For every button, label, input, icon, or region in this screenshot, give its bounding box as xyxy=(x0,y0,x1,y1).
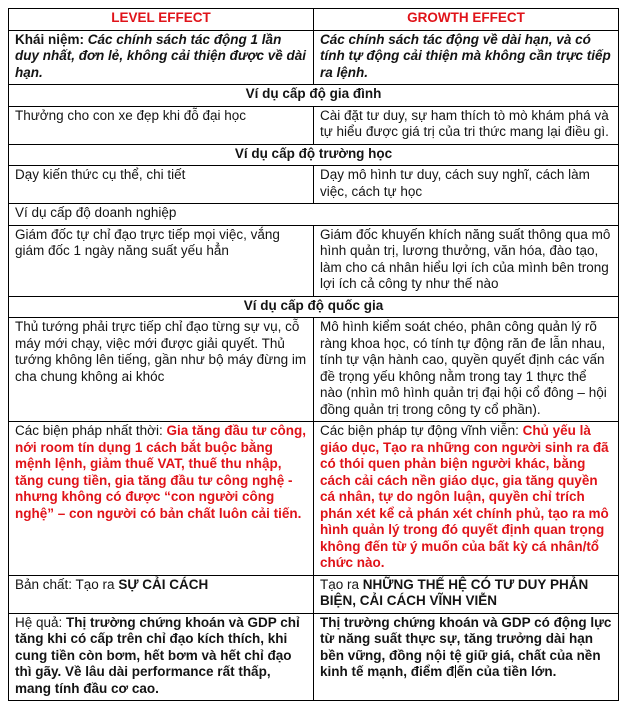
nation-row-right-text-0: Mô hình kiểm soát chéo, phân công quản lý rõ ràng khoa học, có tính tự động răn đe lẫn nhau, tính tự vận hành cao, quyền quyết định các vấn đề trọng yếu không nằm trong tay 1 thực thể nào (nhìn mô hình quản trị đại hội cổ đông – hội đồng quản trị trong công ty cổ phần). xyxy=(320,319,607,417)
family-row-left-text-0: Thưởng cho con xe đẹp khi đỗ đại học xyxy=(15,107,247,123)
consequence-row-left-text-1: Thị trường chứng khoán và GDP chỉ tăng khi có cấp trên chỉ đạo kích thích, khi cung tiền còn bơm, hết bơm và hết chỉ đạo thì gãy. Về lâu dài performance rất thấp, mang tính đầu cơ cao. xyxy=(15,614,300,696)
measures-row xyxy=(9,422,619,576)
essence-row-right-text-0: Tạo ra xyxy=(320,576,363,592)
measures-row-right-text-1: Chủ yếu là giáo dục, Tạo ra những con người sinh ra đã có thói quen phản biện người khác, bằng cách cải cách nền giáo dục, gia tăng quyền cá nhân, tự do ngôn luận, quyền chỉ trích phán xét kể cả phán xét chính phủ, tạo ra mô hình quản lý trong đó quyết định quan trọng không đến từ ý muốn của bất kỳ cá nhân/tổ chức nào. xyxy=(320,423,609,570)
section-school-full-text-0: Ví dụ cấp độ trường học xyxy=(234,145,393,161)
nation-row xyxy=(9,318,619,422)
section-business-full-text-0: Ví dụ cấp độ doanh nghiệp xyxy=(15,205,177,220)
section-business-cell[interactable] xyxy=(9,204,619,226)
section-school-cell[interactable] xyxy=(9,144,619,166)
nation-row-right-cell[interactable] xyxy=(314,318,619,422)
essence-row-right-cell[interactable] xyxy=(314,575,619,613)
business-row xyxy=(9,225,619,296)
essence-row-right-text-1: NHỮNG THẾ HỆ CÓ TƯ DUY PHẢN BIỆN, CẢI CÁCH VĨNH VIỄN xyxy=(320,576,589,608)
consequence-row-left-text-0: Hệ quả: xyxy=(15,614,67,630)
essence-row-left-text-0: Bản chất: Tạo ra xyxy=(15,576,119,592)
business-row-left-cell[interactable] xyxy=(9,225,314,296)
family-row-right-cell[interactable] xyxy=(314,106,619,144)
header-row-right-text-0: GROWTH EFFECT xyxy=(407,10,525,25)
consequence-row-left-cell[interactable] xyxy=(9,613,314,701)
consequence-row-right-text-0: Thị trường chứng khoán và GDP có động lực từ năng suất thực sự, tăng trưởng dài hạn bền vững, đồng nội tệ giữ giá, chất của nền kinh tế mạnh, điểm đ xyxy=(320,614,612,679)
concept-row-right-text-0: Các chính sách tác động về dài hạn, và có tính tự động cải thiện mà không cần trực tiếp ra lệnh. xyxy=(320,31,611,80)
section-family xyxy=(9,85,619,107)
section-nation-full-text-0: Ví dụ cấp độ quốc gia xyxy=(243,297,384,313)
school-row-right-text-0: Dạy mô hình tư duy, cách suy nghĩ, cách làm việc, cách tự học xyxy=(320,167,590,199)
family-row-left-cell[interactable] xyxy=(9,106,314,144)
section-nation-cell[interactable] xyxy=(9,296,619,318)
header-row-right-cell[interactable] xyxy=(314,9,619,31)
section-family-full-text-0: Ví dụ cấp độ gia đình xyxy=(245,86,382,101)
comparison-table-body xyxy=(9,9,619,701)
section-business xyxy=(9,204,619,226)
school-row-right-cell[interactable] xyxy=(314,166,619,204)
comparison-table xyxy=(8,8,619,701)
nation-row-left-text-0: Thủ tướng phải trực tiếp chỉ đạo từng sự vụ, cỗ máy mới chạy, việc mới được giải quyết. Thủ tướng không lên tiếng, gần như bộ máy đừng im cha chung không ai khóc xyxy=(15,319,307,384)
essence-row xyxy=(9,575,619,613)
concept-row-left-text-0: Khái niệm: xyxy=(15,31,88,47)
consequence-row-right-cell[interactable] xyxy=(314,613,619,701)
essence-row-left-text-1: SỰ CẢI CÁCH xyxy=(118,576,209,592)
measures-row-left-text-0: Các biện pháp nhất thời: xyxy=(15,423,167,438)
consequence-row xyxy=(9,613,619,701)
family-row xyxy=(9,106,619,144)
business-row-right-text-0: Giám đốc khuyến khích năng suất thông qua mô hình quản trị, lương thưởng, văn hóa, đào tạo, làm cho cá nhân hiểu lợi ích của mình bên trong lợi ích cả công ty như thế nào xyxy=(320,226,611,291)
header-row xyxy=(9,9,619,31)
nation-row-left-cell[interactable] xyxy=(9,318,314,422)
consequence-row-right-text-2: ến của tiền lớn. xyxy=(456,664,557,679)
header-row-left-text-0: LEVEL EFFECT xyxy=(111,10,211,25)
measures-row-left-text-1: Gia tăng đầu tư công, nới room tín dụng 1 cách bắt buộc bằng mệnh lệnh, giảm thuế VAT, thuế thu nhập, tăng cung tiền, gia tăng đầu tư công nghệ - nhưng không có được “con người công nghệ” – con người có bản chất luôn cải tiến. xyxy=(15,423,306,521)
essence-row-left-cell[interactable] xyxy=(9,575,314,613)
business-row-right-cell[interactable] xyxy=(314,225,619,296)
concept-row-right-cell[interactable] xyxy=(314,30,619,85)
school-row xyxy=(9,166,619,204)
business-row-left-text-0: Giám đốc tự chỉ đạo trực tiếp mọi việc, vắng giám đốc 1 ngày năng suất yếu hẳn xyxy=(15,226,280,258)
concept-row-left-cell[interactable] xyxy=(9,30,314,85)
section-school xyxy=(9,144,619,166)
concept-row-left-text-1: Các chính sách tác động 1 lần duy nhất, đơn lẻ, không cải thiện được về dài hạn. xyxy=(15,31,307,80)
school-row-left-cell[interactable] xyxy=(9,166,314,204)
section-nation xyxy=(9,296,619,318)
school-row-left-text-0: Dạy kiến thức cụ thể, chi tiết xyxy=(15,167,186,182)
measures-row-right-cell[interactable] xyxy=(314,422,619,576)
section-family-cell[interactable] xyxy=(9,85,619,107)
measures-row-right-text-0: Các biện pháp tự động vĩnh viễn: xyxy=(320,423,523,438)
header-row-left-cell[interactable] xyxy=(9,9,314,31)
concept-row xyxy=(9,30,619,85)
family-row-right-text-0: Cài đặt tư duy, sự ham thích tò mò khám phá và tự hiểu được giá trị của tri thức mang lại điều gì. xyxy=(320,107,609,139)
measures-row-left-cell[interactable] xyxy=(9,422,314,576)
